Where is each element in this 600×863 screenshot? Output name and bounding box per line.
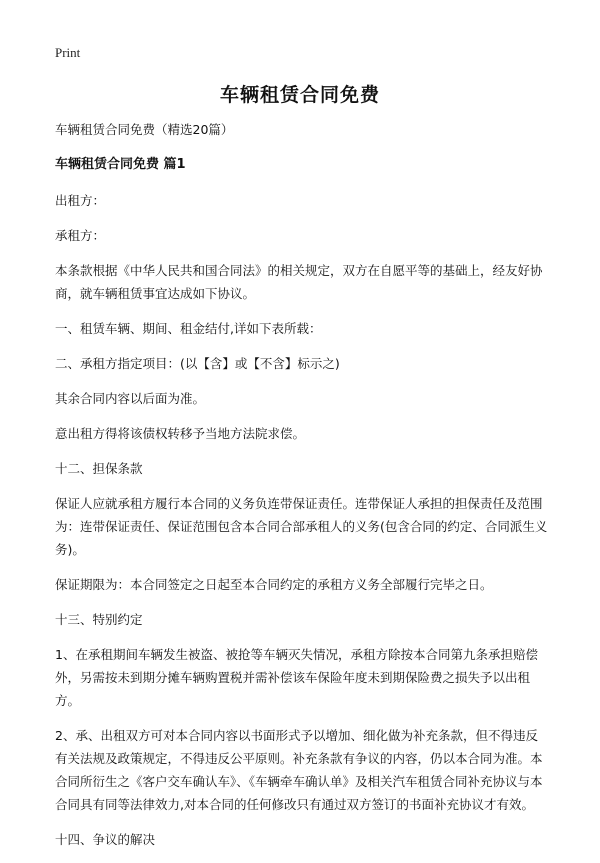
print-label: Print	[55, 45, 81, 60]
paragraph-guarantee-period: 保证期限为：本合同签定之日起至本合同约定的承租方义务全部履行完毕之日。	[55, 577, 493, 592]
paragraph-heading-12: 十二、担保条款	[55, 461, 143, 476]
section-heading: 车辆租赁合同免费 篇1	[55, 157, 186, 172]
paragraph-clause-1: 一、租赁车辆、期间、租金结付,详如下表所载：	[55, 321, 322, 336]
paragraph-transfer: 意出租方得将该债权转移予当地方法院求偿。	[55, 426, 306, 441]
paragraph-lessor: 出租方：	[55, 193, 106, 208]
paragraph-preamble: 本条款根据《中华人民共和国合同法》的相关规定，双方在自愿平等的基础上，经友好协商，就车辆租赁事宜达成如下协议。	[55, 263, 543, 301]
paragraph-lessee: 承租方：	[55, 228, 106, 243]
paragraph-clause-2: 二、承租方指定项目：(以【含】或【不含】标示之)	[55, 356, 340, 371]
paragraph-remaining: 其余合同内容以后面为准。	[55, 391, 206, 406]
document-body	[55, 118, 550, 863]
document-subtitle: 车辆租赁合同免费（精选20篇）	[55, 122, 234, 137]
paragraph-guarantee: 保证人应就承租方履行本合同的义务负连带保证责任。连带保证人承担的担保责任及范围为：连带保证责任、保证范围包含本合同合部承租人的义务(包含合同的约定、合同派生义务)。	[55, 496, 548, 557]
paragraph-heading-13: 十三、特别约定	[55, 612, 143, 627]
paragraph-special-1: 1、在承租期间车辆发生被盗、被抢等车辆灭失情况，承租方除按本合同第九条承担赔偿外，另需按未到期分摊车辆购置税并需补偿该车保险年度未到期保险费之损失予以出租方。	[55, 647, 538, 708]
paragraph-special-2: 2、承、出租双方可对本合同内容以书面形式予以增加、细化做为补充条款，但不得违反有关法规及政策规定，不得违反公平原则。补充条款有争议的内容，仍以本合同为准。本合同所衍生之《客户交车确认车》、《车辆牵车确认单》及相关汽车租赁合同补充协议与本合同具有同等法律效力,对本合同的任何修改只有通过双方签订的书面补充协议才有效。	[55, 728, 543, 812]
document-title: 车辆租赁合同免费	[219, 84, 380, 106]
paragraph-heading-14: 十四、争议的解决	[55, 832, 156, 847]
